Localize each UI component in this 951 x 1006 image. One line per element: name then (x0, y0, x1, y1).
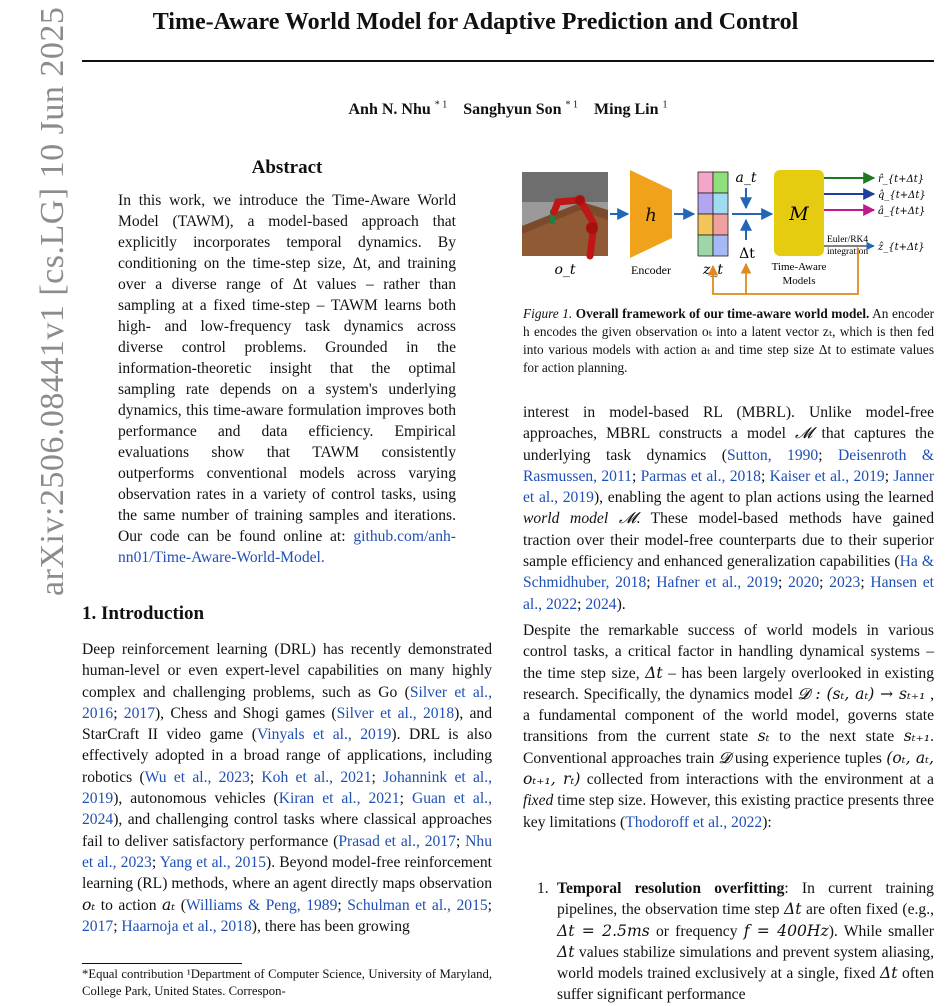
math-expression: sₜ (757, 727, 770, 746)
citation-link[interactable]: Deisenroth & Rasmussen, 2011 (523, 446, 935, 485)
citation-link[interactable]: Ha & Schmidhuber, 2018 (523, 553, 935, 592)
encoder-symbol: h (645, 205, 657, 226)
citation-link[interactable]: 2023 (829, 574, 861, 592)
latent-cell (713, 214, 728, 235)
output-value: q̂_{t+Δt} (878, 190, 926, 201)
list-number: 1. (537, 880, 549, 897)
action-label: a_t (735, 170, 757, 186)
output-action: â_{t+Δt} (878, 206, 926, 217)
latent-cell (698, 214, 713, 235)
latent-cell (713, 172, 728, 193)
author-list (82, 100, 934, 119)
citation-link[interactable]: 2024 (585, 595, 617, 613)
framework-figure (520, 164, 940, 300)
citation-link[interactable]: Schulman et al., 2015 (347, 896, 488, 914)
citation-link[interactable]: Nhu et al., 2023 (82, 832, 492, 871)
math-expression: (oₜ, aₜ, oₜ₊₁, rₜ) (523, 748, 934, 789)
caption-text: An encoder h encodes the given observation oₜ into a latent vector zₜ, which is then fed into various models with action aₜ and time step size Δt to estimate values for action planning. (523, 306, 935, 375)
model-label-1: Time-Aware (771, 261, 827, 273)
citation-link[interactable]: Koh et al., 2021 (261, 768, 372, 786)
latent-vector (698, 172, 728, 256)
obs-label: o_t (554, 262, 576, 278)
math-expression: f = 400Hz (743, 921, 829, 940)
citation-link[interactable]: Johannink et al., 2019 (82, 768, 493, 808)
model-label-2: Models (782, 275, 816, 287)
intro-paragraph-left: Deep reinforcement learning (DRL) has recently demonstrated human-level or even expert-level capabilities on many highly complex and challenging problems, such as Go (Silver et al., 2016; 2017), Chess and Shogi games (Silver et al., 2018), and StarCraft II video game (Vinyals et al., 2019). DRL is also effectively adopted in a broad range of applications, including robotics (Wu et al., 2023; Koh et al., 2021; Johannink et al., 2019), autonomous vehicles (Kiran et al., 2021; Guan et al., 2024), and challenging control tasks where classical approaches fail to deliver satisfactory performance (Prasad et al., 2017; Nhu et al., 2023; Yang et al., 2015). Beyond model-free reinforcement learning (RL) methods, where an agent directly maps observation oₜ to action aₜ (Williams & Peng, 1989; Schulman et al., 2015; 2017; Haarnoja et al., 2018), there has been growing (82, 641, 493, 935)
citation-link[interactable]: Prasad et al., 2017 (338, 832, 456, 850)
author-affiliation: * 1 (565, 100, 579, 111)
math-expression: Δt (784, 900, 802, 919)
latent-cell (713, 193, 728, 214)
bold-term: Temporal resolution overfitting (557, 880, 785, 897)
caption-label: Figure 1. (523, 306, 573, 321)
citation-link[interactable]: 2017 (123, 704, 155, 722)
citation-link[interactable]: Hafner et al., 2019 (656, 574, 778, 592)
figure-caption (523, 305, 934, 377)
list-item-text: Temporal resolution overfitting: In current training pipelines, the observation time step Δt are often fixed (e.g., Δt = 2.5ms or frequency f = 400Hz). While smaller Δt values stabilize simulations and prevent system aliasing, world models trained exclusively at a single, fixed Δt often suffer significant performance (557, 880, 935, 1004)
math-expression: Δt = 2.5ms (557, 921, 650, 940)
latent-cell (713, 235, 728, 256)
math-expression: 𝓜 (618, 509, 637, 528)
intro-heading: 1. Introduction (82, 603, 205, 624)
caption-title: Overall framework of our time-aware world model. (575, 306, 870, 321)
model-symbol: M (789, 203, 809, 225)
intro-paragraph-right-1: interest in model-based RL (MBRL). Unlike model-free approaches, MBRL constructs a model 𝓜 that captures the underlying task dynamics (Sutton, 1990; Deisenroth & Rasmussen, 2011; Parmas et al., 2018; Kaiser et al., 2019; Janner et al., 2019), enabling the agent to plan actions using the learned world model 𝓜. These model-based methods have gained traction over their model-free counterparts due to their superior sample efficiency and enhanced generalization capabilities (Ha & Schmidhuber, 2018; Hafner et al., 2019; 2020; 2023; Hansen et al., 2022; 2024). (523, 404, 935, 613)
citation-link[interactable]: Janner et al., 2019 (523, 467, 935, 507)
author-name: Anh N. Nhu $^{* 1}$ (348, 100, 448, 119)
integration-label-1: Euler/RK4 (827, 235, 869, 245)
encoder-label: Encoder (631, 263, 671, 277)
latent-cell (698, 193, 713, 214)
citation-link[interactable]: Sutton, 1990 (726, 446, 819, 464)
abstract-body (118, 190, 456, 568)
integration-label-2: integration (827, 247, 869, 257)
latent-label: z_t (702, 262, 724, 278)
footnote: *Equal contribution ¹Department of Computer Science, University of Maryland, College Park, United States. Correspon- (82, 967, 492, 998)
citation-link[interactable]: Thodoroff et al., 2022 (625, 813, 763, 831)
author-name: Sanghyun Son $^{* 1}$ (463, 100, 579, 119)
citation-link[interactable]: Williams & Peng, 1989 (185, 896, 338, 914)
math-expression: Δt (879, 964, 898, 983)
math-expression: oₜ (82, 895, 96, 914)
author-affiliation: 1 (662, 100, 668, 111)
citation-link[interactable]: 2017 (82, 917, 114, 935)
citation-link[interactable]: 2020 (787, 574, 820, 592)
next-state-label: ẑ_{t+Δt} (878, 242, 925, 253)
emphasis-text: fixed (523, 792, 554, 810)
latent-cell (698, 172, 713, 193)
latent-cell (698, 235, 713, 256)
code-link[interactable]: github.com/anh-nn01/Time-Aware-World-Model. (118, 528, 456, 566)
intro-paragraph-right-2: Despite the remarkable success of world models in various control tasks, a critical factor in handling dynamical systems – the time step size, Δt – has been largely overlooked in existing research. Specifically, the dynamics model 𝓓 : (sₜ, aₜ) → sₜ₊₁ , a fundamental component of the world model, governs state transitions from the current state sₜ to the next state sₜ₊₁. Conventional approaches train 𝓓 using experience tuples (oₜ, aₜ, oₜ₊₁, rₜ) collected from interactions with the environment at a fixed time step size. However, this existing practice presents three key limitations (Thodoroff et al., 2022): (523, 622, 935, 831)
math-expression: 𝓓 (718, 748, 731, 767)
citation-link[interactable]: Yang et al., 2015 (159, 853, 267, 871)
observation-image (522, 172, 608, 256)
math-expression: aₜ (162, 895, 176, 914)
title-rule (82, 60, 934, 62)
citation-link[interactable]: Vinyals et al., 2019 (256, 726, 392, 744)
citation-link[interactable]: Silver et al., 2016 (82, 683, 492, 722)
citation-link[interactable]: Wu et al., 2023 (144, 768, 250, 786)
math-expression: Δt (645, 663, 663, 682)
math-expression: Δt (557, 942, 575, 961)
footnote-rule (82, 963, 242, 964)
author-name: Ming Lin $^1$ (594, 100, 668, 119)
paper-title: Time-Aware World Model for Adaptive Prediction and Control (152, 9, 799, 35)
math-expression: 𝓓 : (sₜ, aₜ) → sₜ₊₁ (797, 684, 926, 703)
math-expression: 𝓜 (795, 424, 813, 443)
emphasis-text: world model (523, 510, 609, 528)
abstract-text: In this work, we introduce the Time-Aware World Model (TAWM), a model-based approach that explicitly incorporates temporal dynamics. By conditioning on the time-step size, Δt, and training over a diverse range of Δt values – rather than sampling at a fixed time-step – TAWM learns both high- and low-frequency task dynamics across diverse control problems. Grounded in the information-theoretic insight that the optimal sampling rate depends on a system's underlying dynamics, this time-aware formulation improves both performance and data efficiency. Empirical evaluations show that TAWM consistently outperforms conventional models across varying observation rates in a variety of control tasks, using the same number of training samples and iterations. Our code can be found online at: (118, 192, 456, 545)
math-expression: sₜ₊₁ (903, 727, 931, 746)
citation-link[interactable]: Kiran et al., 2021 (278, 790, 400, 808)
citation-link[interactable]: Parmas et al., 2018 (640, 467, 761, 485)
citation-link[interactable]: Kaiser et al., 2019 (769, 467, 885, 485)
citation-link[interactable]: Haarnoja et al., 2018 (121, 917, 252, 935)
citation-link[interactable]: Hansen et al., 2022 (523, 574, 934, 613)
arxiv-stamp: arXiv:2506.08441v1 [cs.LG] 10 Jun 2025 (34, 6, 71, 596)
abstract-heading: Abstract (251, 157, 323, 178)
citation-link[interactable]: Guan et al., 2024 (82, 790, 492, 829)
dt-label: Δt (739, 246, 755, 262)
citation-link[interactable]: Silver et al., 2018 (336, 704, 455, 722)
author-affiliation: * 1 (434, 100, 448, 111)
output-reward: r̂_{t+Δt} (878, 174, 925, 185)
